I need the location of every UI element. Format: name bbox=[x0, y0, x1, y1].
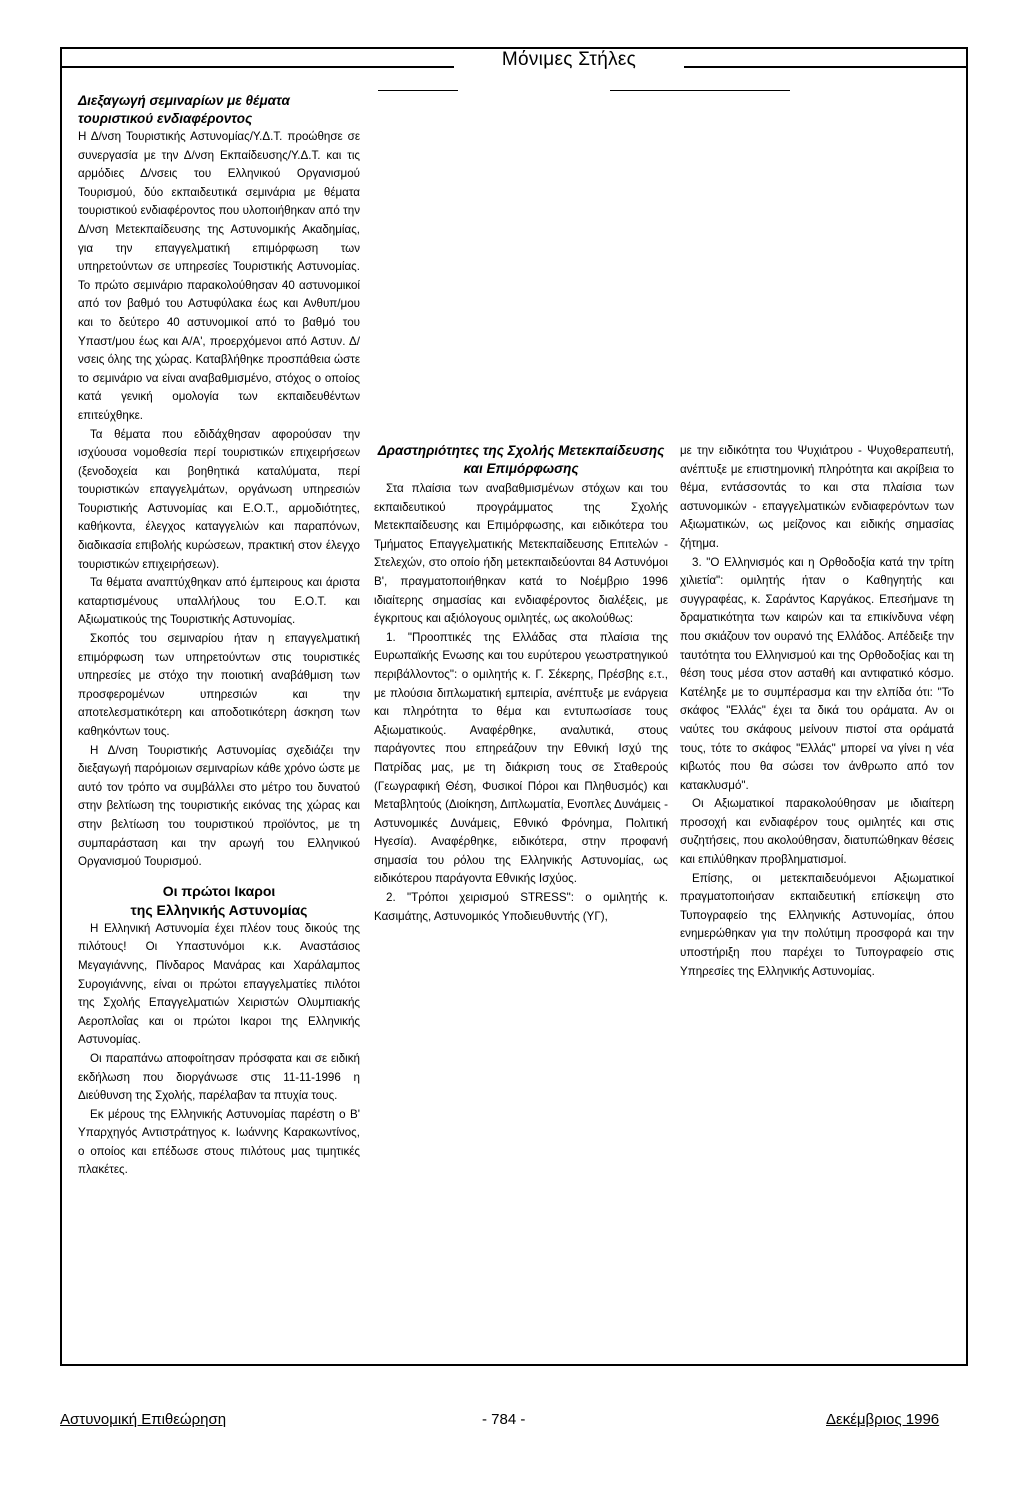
article-2-heading-line-2: της Ελληνικής Αστυνομίας bbox=[130, 901, 308, 918]
article-1-paragraph-4: Σκοπός του σεμιναρίου ήταν η επαγγελματική επιμόρφωση των υπηρετούντων στις τουριστικές υπηρεσίες με στόχο την ποιοτική αναβάθμιση των προσφερομένων υπηρεσιών και την αποτελεσματικότερη και αποδοτικότερη άσκηση των καθηκόντων τους. bbox=[78, 632, 360, 738]
issue-date: Δεκέμβριος 1996 bbox=[826, 1411, 940, 1428]
article-3-paragraph-7: Επίσης, οι μετεκπαιδευόμενοι Αξιωματικοί πραγματοποιήσαν εκπαιδευτική επίσκεψη στο Τυπογραφείο της Ελληνικής Αστυνομίας, όπου ενημερώθηκαν για την πολύτιμη προσφορά και την υποστήριξη που παρέχει το Τυπογραφείο στις Υπηρεσίες της Ελληνικής Αστυνομίας. bbox=[680, 871, 954, 978]
page-number: - 784 - bbox=[482, 1411, 526, 1428]
article-3-heading: Δραστηριότητες της Σχολής Μετεκπαίδευσης και Επιμόρφωσης bbox=[377, 443, 665, 476]
article-3-paragraph-3: 2. "Τρόποι χειρισμού STRESS": ο ομιλητής κ. Κασιμάτης, Αστυνομικός Υποδιευθυντής (ΥΓ), bbox=[374, 891, 668, 923]
footer-date bbox=[826, 1410, 939, 1430]
article-3-paragraph-4: με την ειδικότητα του Ψυχιάτρου - Ψυχοθεραπευτή, ανέπτυξε με επιστημονική πληρότητα και ακρίβεια το θέμα, εντάσσοντάς το και στα πλαίσια των αστυνομικών - επαγγελματικών ενδιαφερόντων των Αξιωματικών, ως μείζονος και ειδικής σημασίας ζήτημα. bbox=[680, 444, 954, 550]
article-1-heading: Διεξαγωγή σεμιναρίων με θέματα τουριστικού ενδιαφέροντος bbox=[78, 93, 290, 126]
article-2-paragraph-1: Η Ελληνική Αστυνομία έχει πλέον τους δικούς της πιλότους! Οι Υπαστυνόμοι κ.κ. Αναστάσιος Μεγαγιάννης, Πίνδαρος Μανάρας και Χαράλαμπος Συρογιάννης, είναι οι πρώτοι επαγγελματίες πιλότοι της Σχολής Επαγγελματιών Χειριστών Ολυμπιακής Αεροπλοΐας και οι πρώτοι Ικαροι της Ελληνικής Αστυνομίας. bbox=[78, 921, 360, 1047]
article-2-paragraph-3: Εκ μέρους της Ελληνικής Αστυνομίας παρέστη ο Β' Υπαρχηγός Αντιστράτηγος κ. Ιωάννης Καρακωντίνος, ο οποίος και επέδωσε στους πιλότους μας τιμητικές πλακέτες. bbox=[78, 1107, 360, 1177]
article-3-paragraph-5: 3. "Ο Ελληνισμός και η Ορθοδοξία κατά την τρίτη χιλιετία": ομιλητής ήταν ο Καθηγητής και συγγραφέας, κ. Σαράντος Καργάκος. Επεσήμανε τη δραματικότητα των καιρών και τα επικίνδυνα νέφη που σκιάζουν τον ουρανό της Ελλάδος. Απέδειξε την ταυτότητα του Ελληνισμού και της Ορθοδοξίας και τη θέση τους μέσα στον ασταθή και αντιφατικό κόσμο. Κατέληξε με το συμπέρασμα και την ελπίδα ότι: "Το σκάφος "Ελλάς" έχει τα δικά του οράματα. Αν οι ναύτες του σκάφους μείνουν πιστοί στα οράματά τους, τότε το σκάφος "Ελλάς" μπορεί να γίνει η νέα κιβωτός που θα σώσει τον άνθρωπο από τον κατακλυσμό". bbox=[680, 555, 954, 792]
article-1-paragraph-1: Η Δ/νση Τουριστικής Αστυνομίας/Υ.Δ.Τ. προώθησε σε συνεργασία με την Δ/νση Εκπαίδευσης/Υ.Δ.Τ. και τις αρμόδιες Δ/νσεις του Ελληνικού Οργανισμού Τουρισμού, δύο εκπαιδευτικά σεμινάρια με θέματα τουριστικού ενδιαφέροντος που υλοποιήθηκαν από την Δ/νση Μετεκπαίδευσης της Αστυνομικής Ακαδημίας, για την επαγγελματική επιμόρφωση των υπηρετούντων σε υπηρεσίες Τουριστικής Αστυνομίας. Το πρώτο σεμινάριο παρακολούθησαν 40 αστυνομικοί από τον βαθμό του Αστυφύλακα έως και Ανθυπ/μου και το δεύτερο 40 αστυνομικοί από το βαθμό του Υπαστ/μου έως και Α/Α', προερχόμενοι από Αστυν. Δ/νσεις όλης της χώρας. Καταβλήθηκε προσπάθεια ώστε το σεμινάριο να είναι αναβαθμισμένο, στόχος ο οποίος κατά γενική ομολογία των εκπαιδευθέντων επιτεύχθηκε. bbox=[78, 130, 360, 422]
column-3 bbox=[680, 442, 954, 981]
section-title: Μόνιμες Στήλες bbox=[454, 49, 684, 70]
footer-publication bbox=[60, 1410, 226, 1430]
article-1-paragraph-2: Τα θέματα που εδιδάχθησαν αφορούσαν την ισχύουσα νομοθεσία περί τουριστικών επιχειρήσεων (ξενοδοχεία και βοηθητικά καταλύματα, περί τουριστικών επαγγελμάτων, οργάνωση υπηρεσιών Τουριστικής Αστυνομίας και Ε.Ο.Τ., αρμοδιότητες, καθήκοντα, έλεγχος καταγγελιών και παραπόνων, διαδικασία επιβολής κυρώσεων, πρακτική στον έλεγχο τουριστικών επιχειρήσεων). bbox=[78, 427, 360, 571]
section-header-bar bbox=[60, 47, 968, 68]
article-3-paragraph-2: 1. "Προοπτικές της Ελλάδας στα πλαίσια της Ευρωπαϊκής Ενωσης και του ευρύτερου γεωστρατηγικού περιβάλλοντος": ο ομιλητής κ. Γ. Σέκερης, Πρέσβης ε.τ., με πλούσια διπλωματική εμπειρία, ανέπτυξε με ενάργεια και πληρότητα το θέμα και εντυπωσίασε τους Αξιωματικούς. Αναφέρθηκε, αναλυτικά, στους παράγοντες που επηρεάζουν την Εθνική Ισχύ της Πατρίδας μας, με τη διάκριση τους σε Σταθερούς (Γεωγραφική Θέση, Φυσικοί Πόροι και Πληθυσμός) και Μεταβλητούς (Διοίκηση, Διπλωματία, Ενοπλες Δυνάμεις - Αστυνομικές Δυνάμεις, Εθνικό Φρόνημα, Πολιτική Ηγεσία). Αναφέρθηκε, ειδικότερα, στην προφανή σημασία του ρόλου της Ελληνικής Αστυνομίας, ως ειδικότερου παράγοντα Εθνικής Ισχύος. bbox=[374, 630, 668, 886]
column-2 bbox=[374, 442, 668, 926]
article-1-paragraph-3: Τα θέματα αναπτύχθηκαν από έμπειρους και άριστα καταρτισμένους υπαλλήλους του Ε.Ο.Τ. και Αξιωματικούς της Τουριστικής Αστυνομίας. bbox=[78, 576, 360, 627]
article-3-paragraph-1: Στα πλαίσια των αναβαθμισμένων στόχων και του εκπαιδευτικού προγράμματος της Σχολής Μετεκπαίδευσης και Επιμόρφωσης, και ειδικότερα του Τμήματος Επαγγελματικής Μετεκπαίδευσης Επιτελών - Στελεχών, στο οποίο ήδη μετεκπαιδεύονται 84 Αστυνόμοι Β', πραγματοποιήθηκαν κατά το Νοέμβριο 1996 ιδιαίτερης σημασίας και ενδιαφέροντος διαλέξεις, με έγκριτους και αξιόλογους ομιλητές, ως ακολούθως: bbox=[374, 482, 668, 626]
article-2-heading-line-1: Οι πρώτοι Ικαροι bbox=[162, 882, 276, 899]
article-3-paragraph-6: Οι Αξιωματικοί παρακολούθησαν με ιδιαίτερη προσοχή και ενδιαφέρον τους ομιλητές και στις συζητήσεις, που ακολούθησαν, διατυπώθηκαν θέσεις και επιλύθηκαν προβληματισμοί. bbox=[680, 797, 954, 867]
article-2-paragraph-2: Οι παραπάνω αποφοίτησαν πρόσφατα και σε ειδική εκδήλωση που διοργάνωσε στις 11-11-1996 η Διεύθυνση της Σχολής, παρέλαβαν τα πτυχία τους. bbox=[78, 1051, 360, 1103]
column-rule-2 bbox=[378, 90, 458, 91]
footer-page-number bbox=[482, 1410, 525, 1430]
publication-name: Αστυνομική Επιθεώρηση bbox=[60, 1411, 227, 1428]
article-1-paragraph-5: Η Δ/νση Τουριστικής Αστυνομίας σχεδιάζει την διεξαγωγή παρόμοιων σεμιναρίων κάθε χρόνο ώστε με αυτό τον τρόπο να συμβάλλει στο μέτρο του δυνατού στην βελτίωση της τουριστικής εικόνας της χώρας και στην βελτίωση του τουριστικού προϊόντος, με τη συμπαράσταση και την αρωγή του Ελληνικού Οργανισμού Τουρισμού. bbox=[78, 743, 360, 869]
column-1 bbox=[78, 92, 360, 1180]
column-rule-3 bbox=[610, 90, 790, 91]
